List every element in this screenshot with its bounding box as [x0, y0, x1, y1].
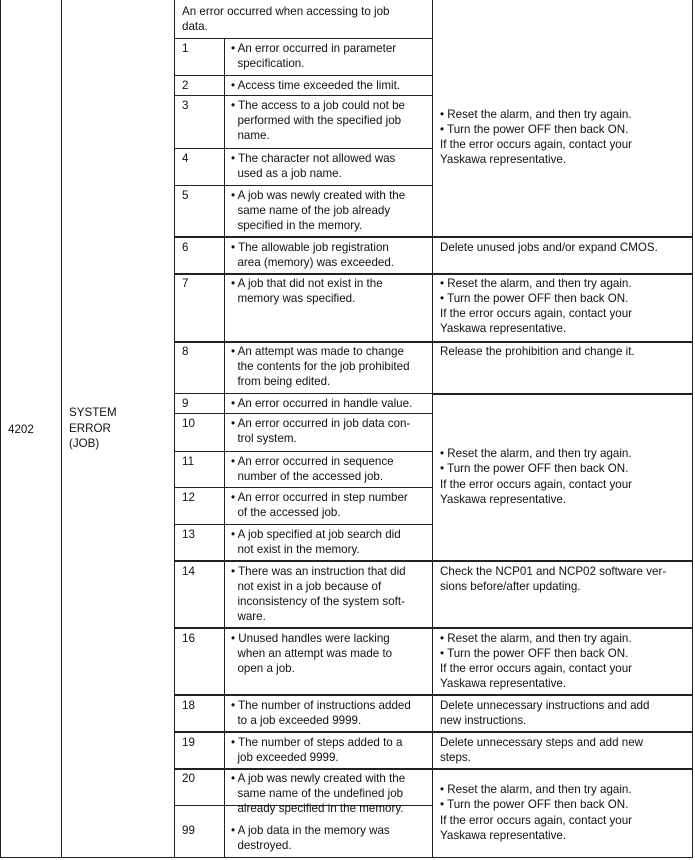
remedy-line: • Reset the alarm, and then try again. [440, 783, 632, 796]
remedy-line: • Reset the alarm, and then try again. [440, 632, 632, 645]
sub-code: 99 [182, 824, 195, 837]
cause-line: of the accessed job. [231, 506, 341, 519]
remedy-line: Yaskawa representative. [440, 322, 567, 335]
sub-code: 1 [182, 42, 189, 55]
remedy-line: Check the NCP01 and NCP02 software ver- [440, 565, 667, 578]
cause-line: from being edited. [231, 375, 331, 388]
cause-line: memory was specified. [231, 292, 356, 305]
grid-line [175, 393, 432, 394]
remedy-line: • Turn the power OFF then back ON. [440, 123, 629, 136]
cause-line: not exist in a job because of [231, 580, 382, 593]
sub-code: 19 [182, 736, 195, 749]
cause-line: name. [231, 129, 270, 142]
remedy-line: • Reset the alarm, and then try again. [440, 108, 632, 121]
alarm-name-line: SYSTEM [69, 406, 117, 419]
remedy-line: If the error occurs again, contact your [440, 138, 633, 151]
sub-code: 2 [182, 79, 189, 92]
remedy-line: new instructions. [440, 714, 527, 727]
cause-line: trol system. [231, 432, 297, 445]
grid-line [175, 694, 692, 696]
grid-line [175, 413, 432, 414]
grid-line [432, 393, 692, 395]
cause-line: • An attempt was made to change [231, 345, 404, 358]
cause-line: • Access time exceeded the limit. [231, 79, 401, 92]
sub-code: 5 [182, 189, 189, 202]
cause-line: • An error occurred in handle value. [231, 397, 413, 410]
sub-code: 14 [182, 565, 195, 578]
remedy-line: steps. [440, 751, 471, 764]
grid-line [175, 341, 692, 343]
cause-line: • The number of instructions added [231, 699, 411, 712]
grid-line [175, 38, 432, 39]
cause-line: number of the accessed job. [231, 470, 384, 483]
grid-line [692, 0, 693, 858]
grid-line [175, 768, 692, 770]
cause-line: open a job. [231, 662, 295, 675]
cause-line: • A job data in the memory was [231, 824, 390, 837]
remedy-line: sions before/after updating. [440, 580, 581, 593]
sub-code: 6 [182, 241, 189, 254]
sub-code: 20 [182, 772, 195, 785]
remedy-line: If the error occurs again, contact your [440, 478, 633, 491]
header-line: An error occurred when accessing to job [182, 5, 390, 18]
grid-line [0, 0, 1, 858]
cause-line: job exceeded 9999. [231, 751, 339, 764]
cause-line: • The number of steps added to a [231, 736, 403, 749]
remedy-line: Delete unused jobs and/or expand CMOS. [440, 241, 658, 254]
grid-line [175, 273, 692, 275]
sub-code: 12 [182, 491, 195, 504]
cause-line: the contents for the job prohibited [231, 360, 410, 373]
cause-line: destroyed. [231, 839, 292, 852]
sub-code: 10 [182, 417, 195, 430]
remedy-line: Yaskawa representative. [440, 153, 567, 166]
remedy-line: • Reset the alarm, and then try again. [440, 277, 632, 290]
cause-line: • The access to a job could not be [231, 99, 405, 112]
cause-line: • An error occurred in sequence [231, 455, 394, 468]
cause-line: when an attempt was made to [231, 647, 393, 660]
grid-line [175, 627, 692, 629]
remedy-line: Release the prohibition and change it. [440, 345, 635, 358]
remedy-line: If the error occurs again, contact your [440, 662, 633, 675]
cause-line: already specified in the memory. [231, 802, 404, 815]
sub-code: 16 [182, 632, 195, 645]
remedy-line: If the error occurs again, contact your [440, 307, 633, 320]
cause-line: not exist in the memory. [231, 543, 360, 556]
cause-line: • A job that did not exist in the [231, 277, 383, 290]
remedy-line: • Turn the power OFF then back ON. [440, 462, 629, 475]
grid-line [175, 524, 432, 525]
grid-line [0, 857, 693, 858]
cause-line: specified in the memory. [231, 219, 363, 232]
sub-code: 11 [182, 455, 195, 468]
cause-line: to a job exceeded 9999. [231, 714, 362, 727]
sub-code: 18 [182, 699, 195, 712]
remedy-line: Delete unnecessary steps and add new [440, 736, 644, 749]
grid-line [174, 0, 175, 858]
cause-line: same name of the undefined job [231, 787, 404, 800]
sub-code: 9 [182, 397, 189, 410]
sub-code: 3 [182, 99, 189, 112]
grid-line [224, 38, 225, 858]
remedy-line: Yaskawa representative. [440, 493, 567, 506]
remedy-line: If the error occurs again, contact your [440, 814, 633, 827]
cause-line: ware. [231, 610, 266, 623]
cause-line: specification. [231, 57, 305, 70]
remedy-line: • Turn the power OFF then back ON. [440, 292, 629, 305]
cause-line: area (memory) was exceeded. [231, 256, 395, 269]
cause-line: • The allowable job registration [231, 241, 389, 254]
cause-line: • A job was newly created with the [231, 772, 406, 785]
cause-line: same name of the job already [231, 204, 391, 217]
cause-line: performed with the specified job [231, 114, 402, 127]
sub-code: 13 [182, 528, 195, 541]
remedy-line: Delete unnecessary instructions and add [440, 699, 650, 712]
cause-line: • An error occurred in step number [231, 491, 408, 504]
cause-line: • A job was newly created with the [231, 189, 406, 202]
sub-code: 8 [182, 345, 189, 358]
grid-line [175, 95, 432, 96]
remedy-line: • Turn the power OFF then back ON. [440, 647, 629, 660]
grid-line [175, 560, 692, 562]
sub-code: 7 [182, 277, 189, 290]
grid-line [175, 731, 692, 733]
remedy-line: Yaskawa representative. [440, 677, 567, 690]
cause-line: • Unused handles were lacking [231, 632, 390, 645]
grid-line [175, 148, 432, 149]
cause-line: • The character not allowed was [231, 152, 396, 165]
remedy-line: Yaskawa representative. [440, 829, 567, 842]
cause-line: • An error occurred in parameter [231, 42, 397, 55]
alarm-name-line: (JOB) [69, 437, 100, 450]
sub-code: 4 [182, 152, 189, 165]
alarm-number: 4202 [8, 423, 34, 436]
cause-line: • A job specified at job search did [231, 528, 401, 541]
grid-line [175, 185, 432, 186]
grid-line [175, 236, 692, 238]
grid-line [175, 451, 432, 452]
cause-line: • An error occurred in job data con- [231, 417, 411, 430]
remedy-line: • Turn the power OFF then back ON. [440, 798, 629, 811]
grid-line [432, 0, 433, 858]
header-line: data. [182, 20, 208, 33]
grid-line [61, 0, 62, 858]
alarm-name-line: ERROR [69, 422, 111, 435]
cause-line: used as a job name. [231, 167, 342, 180]
cause-line: • There was an instruction that did [231, 565, 406, 578]
cause-line: inconsistency of the system soft- [231, 595, 405, 608]
remedy-line: • Reset the alarm, and then try again. [440, 447, 632, 460]
grid-line [175, 75, 432, 76]
grid-line [175, 487, 432, 488]
